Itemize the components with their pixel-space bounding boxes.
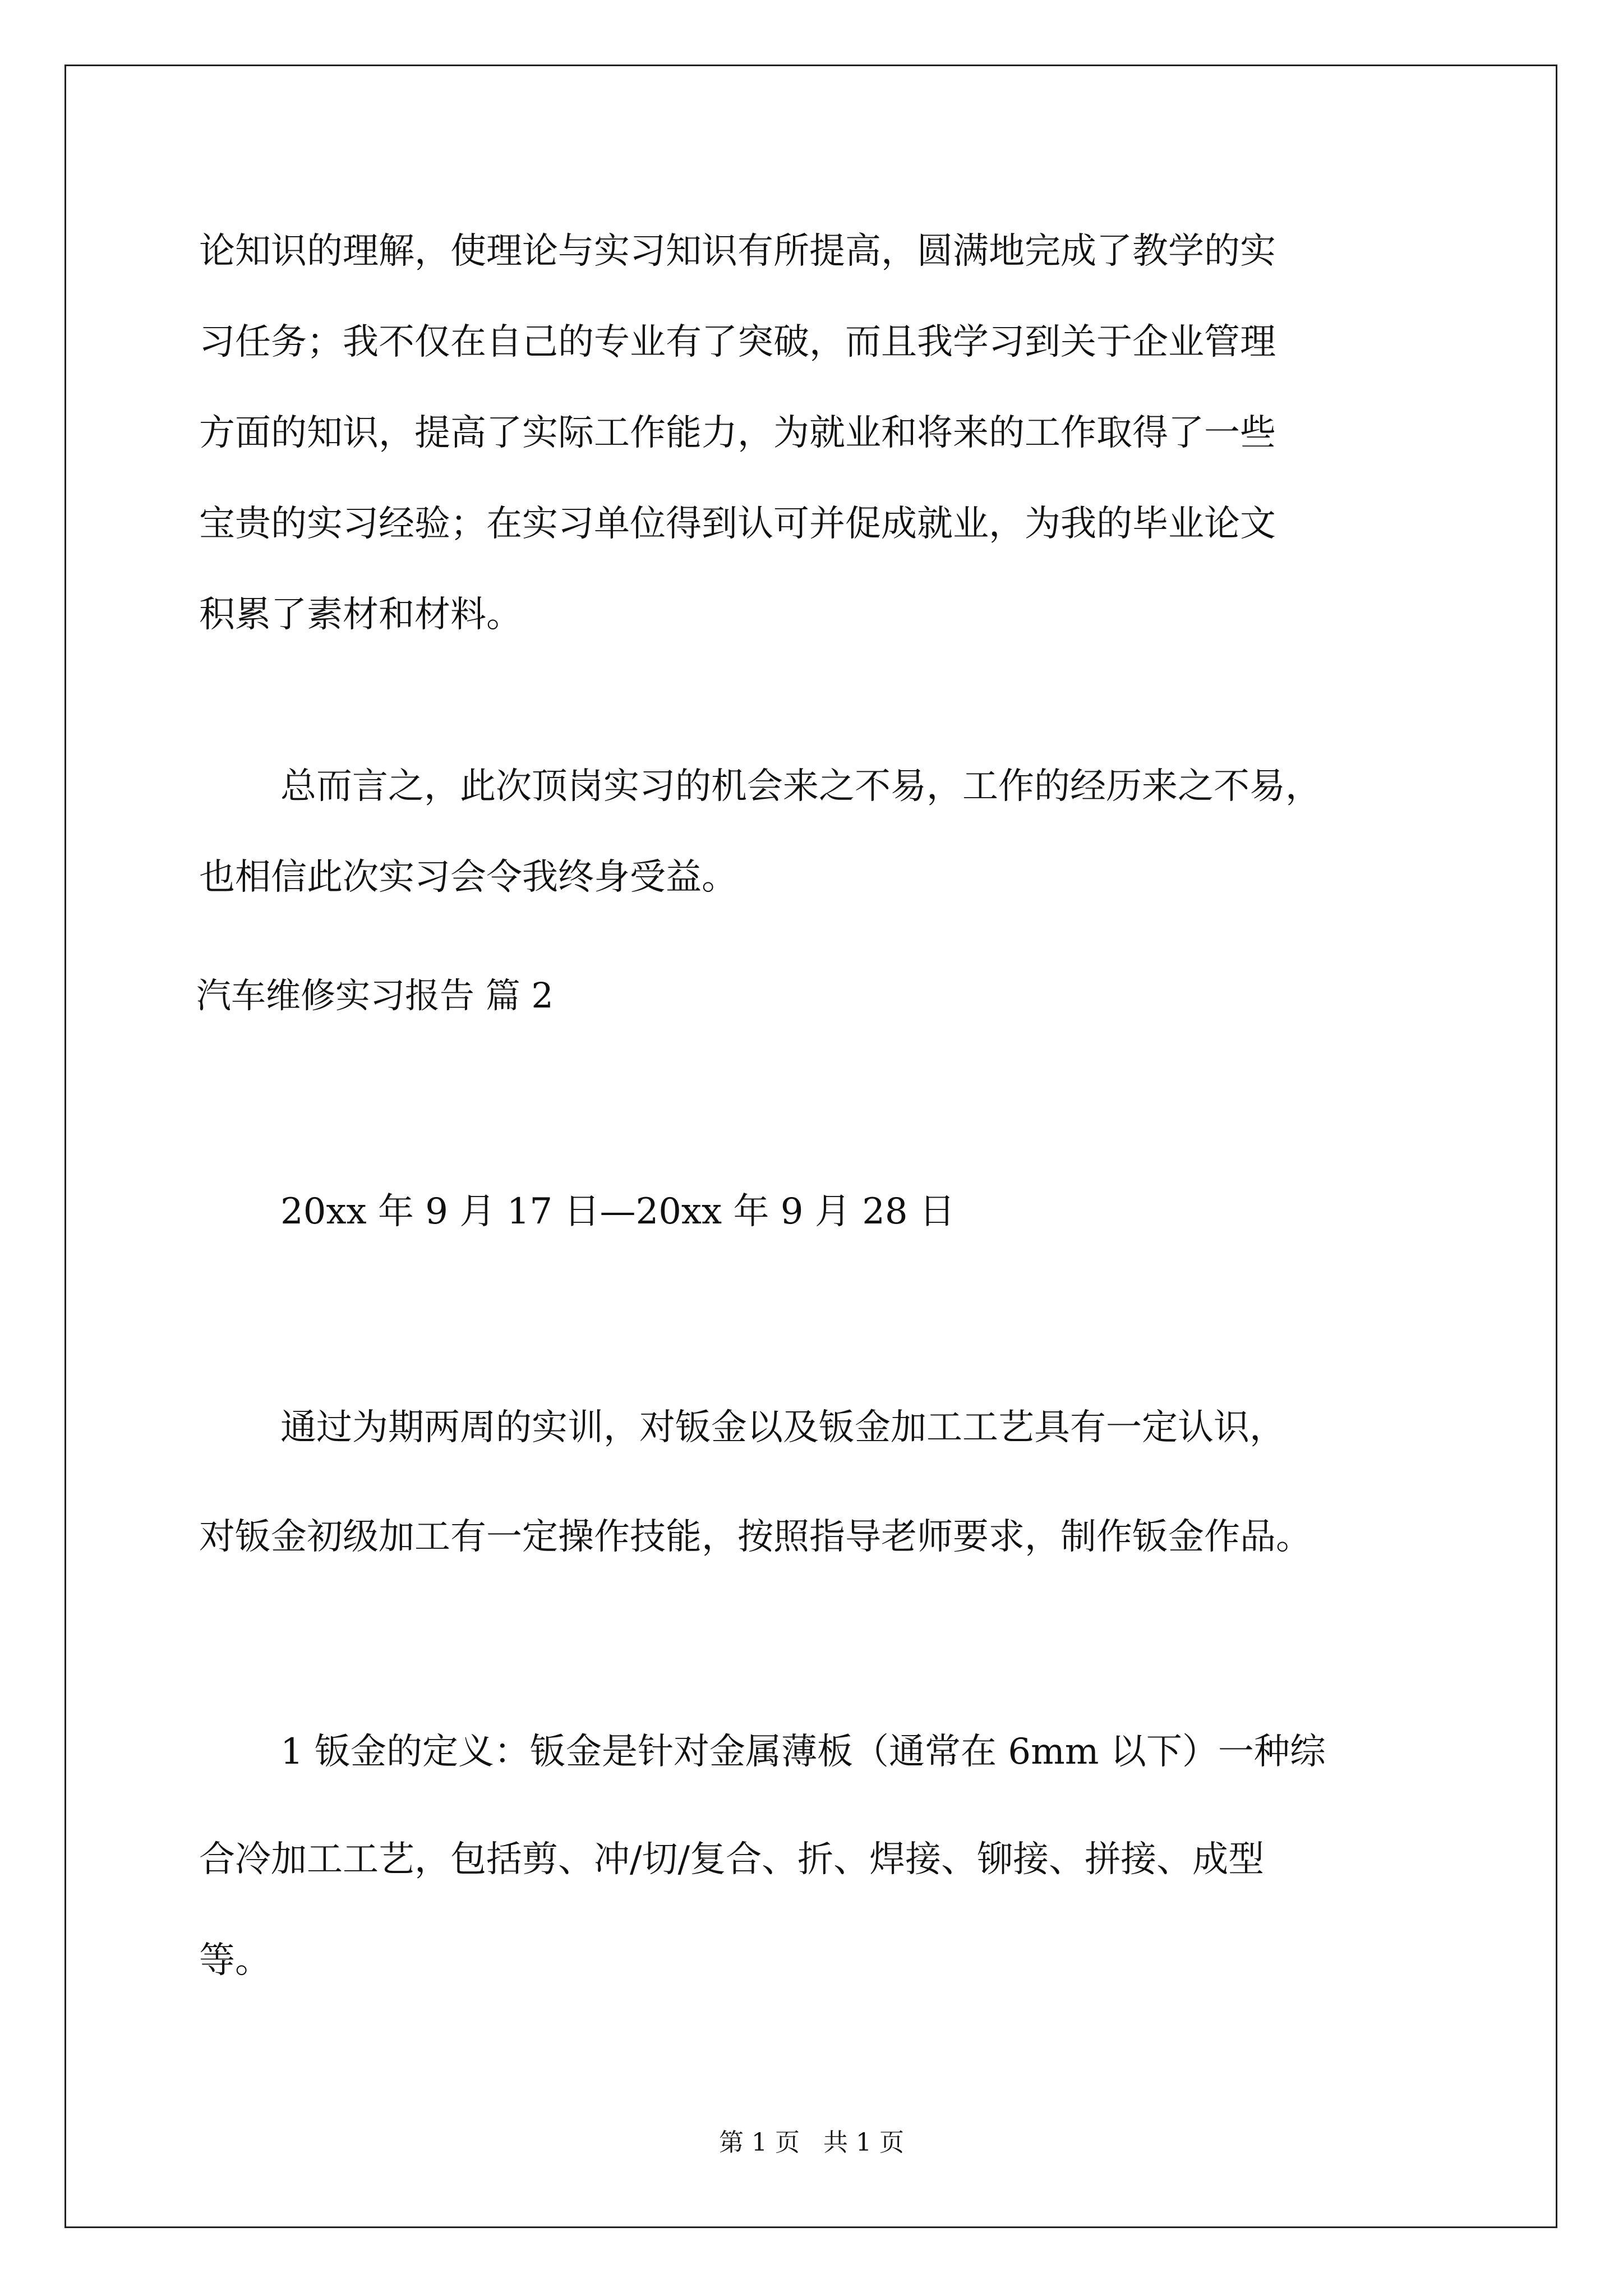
section-heading: 汽车维修实习报告 篇 2 [196,975,554,1016]
body-line: 通过为期两周的实训，对钣金以及钣金加工工艺具有一定认识， [280,1407,1285,1448]
body-line: 也相信此次实习会令我终身受益。 [199,857,737,898]
page-border [64,65,1557,2228]
body-line: 方面的知识，提高了实际工作能力，为就业和将来的工作取得了一些 [199,412,1276,454]
body-line: 论知识的理解，使理论与实习知识有所提高，圆满地完成了教学的实 [199,231,1276,272]
date-range: 20xx 年 9 月 17 日—20xx 年 9 月 28 日 [280,1191,955,1232]
body-line: 合冷加工工艺，包括剪、冲/切/复合、折、焊接、铆接、拼接、成型 [199,1839,1265,1880]
page-footer: 第 1 页 共 1 页 [719,2128,904,2157]
body-line: 习任务；我不仅在自己的专业有了突破，而且我学习到关于企业管理 [199,321,1276,363]
body-line: 对钣金初级加工有一定操作技能，按照指导老师要求，制作钣金作品。 [199,1516,1312,1558]
body-line: 总而言之，此次顶岗实习的机会来之不易，工作的经历来之不易， [280,766,1321,807]
body-line: 宝贵的实习经验；在实习单位得到认可并促成就业，为我的毕业论文 [199,503,1276,545]
body-line: 1 钣金的定义：钣金是针对金属薄板（通常在 6mm 以下）一种综 [280,1731,1326,1773]
body-line: 积累了素材和材料。 [199,594,522,636]
body-line: 等。 [199,1940,271,1981]
